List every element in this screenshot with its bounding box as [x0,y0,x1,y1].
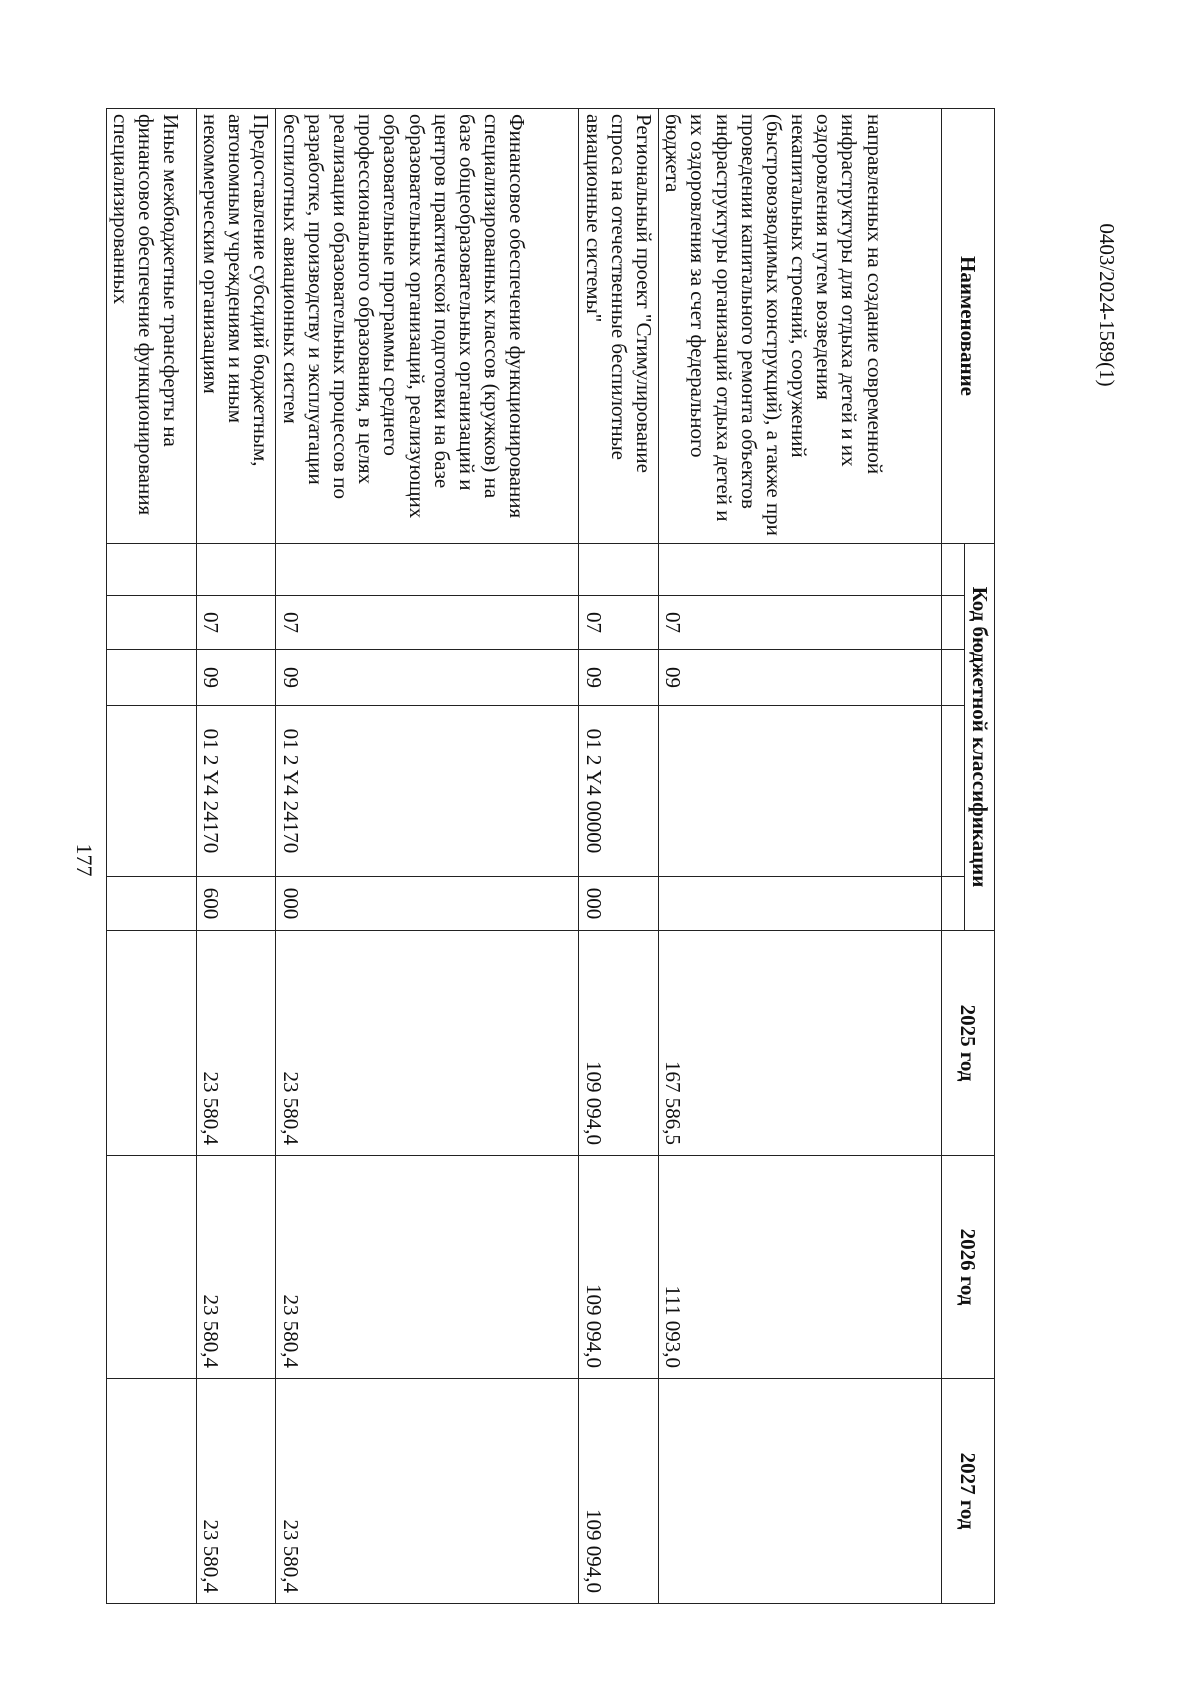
header-year-2026: 2026 год [942,1156,995,1379]
row-podrazdel [106,650,196,706]
table-row [579,109,659,1604]
row-name: Региональный проект "Стимулирование спроса на отечественные беспилотные авиационные системы" [579,109,659,544]
row-y2025: 167 586,5 [659,931,942,1156]
page-number: 177 [72,843,97,877]
row-podrazdel: 09 [659,650,942,706]
budget-table-frame [109,108,995,1603]
row-name: Финансовое обеспечение функционирования специализированных классов (кружков) на базе общеобразовательных организаций и центров практической подготовки на базе образовательных организаций, реализующих образовательные программы среднего профессионального образования, в целях реализации образовательных процессов по разработке, производству и эксплуатации беспилотных авиационных систем [276,109,579,544]
header-vr [942,877,965,931]
budget-table [106,108,995,1604]
row-y2027 [106,1379,196,1604]
row-y2025: 109 094,0 [579,931,659,1156]
row-podrazdel: 09 [276,650,579,706]
row-csr: 01 2 Y4 24170 [196,706,276,877]
row-csr: 01 2 Y4 24170 [276,706,579,877]
row-grbs [276,544,579,596]
header-name: Наименование [942,109,995,544]
header-razdel [942,596,965,650]
row-vr [106,877,196,931]
budget-table-rotated [109,108,995,1603]
row-vr [659,877,942,931]
row-vr: 000 [579,877,659,931]
row-razdel: 07 [276,596,579,650]
row-podrazdel: 09 [579,650,659,706]
row-name: Предоставление субсидий бюджетным, автономным учреждениям и иным некоммерческим организациям [196,109,276,544]
table-row [196,109,276,1604]
row-y2026: 23 580,4 [276,1156,579,1379]
header-year-2027: 2027 год [942,1379,995,1604]
row-name: Иные межбюджетные трансферты на финансовое обеспечение функционирования специализированных [106,109,196,544]
row-y2025: 23 580,4 [276,931,579,1156]
row-grbs [106,544,196,596]
header-csr [942,706,965,877]
row-csr [106,706,196,877]
header-year-2025: 2025 год [942,931,995,1156]
row-razdel: 07 [196,596,276,650]
row-razdel [106,596,196,650]
row-grbs [196,544,276,596]
row-csr [659,706,942,877]
row-y2025: 23 580,4 [196,931,276,1156]
document-code: 0403/2024-1589(1) [1095,223,1120,387]
header-grbs [942,544,965,596]
row-y2027: 109 094,0 [579,1379,659,1604]
row-y2026: 109 094,0 [579,1156,659,1379]
table-row [106,109,196,1604]
row-vr: 600 [196,877,276,931]
row-razdel: 07 [659,596,942,650]
table-row [659,109,942,1604]
row-razdel: 07 [579,596,659,650]
row-y2026 [106,1156,196,1379]
table-row [276,109,579,1604]
row-grbs [659,544,942,596]
row-y2027: 23 580,4 [276,1379,579,1604]
row-y2027: 23 580,4 [196,1379,276,1604]
row-podrazdel: 09 [196,650,276,706]
row-grbs [579,544,659,596]
row-y2026: 23 580,4 [196,1156,276,1379]
row-y2025 [106,931,196,1156]
header-podrazdel [942,650,965,706]
row-csr: 01 2 Y4 00000 [579,706,659,877]
row-vr: 000 [276,877,579,931]
row-y2026: 111 093,0 [659,1156,942,1379]
header-budget-code: Код бюджетной классификации [965,544,995,931]
row-y2027 [659,1379,942,1604]
row-name: направленных на создание современной инфраструктуры для отдыха детей и их оздоровления путем возведения некапитальных строений, сооружений (быстровозводимых конструкций), а также при проведении капитального ремонта объектов инфраструктуры организаций отдыха детей и их оздоровления за счет федерального бюджета [659,109,942,544]
